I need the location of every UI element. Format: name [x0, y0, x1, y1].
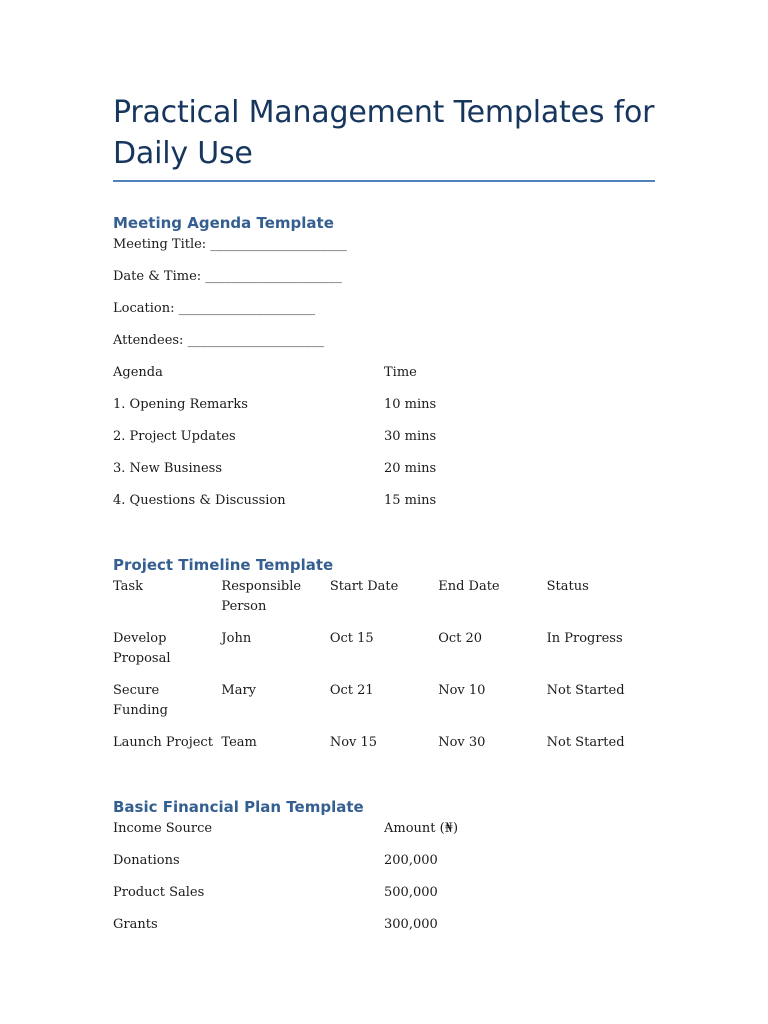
agenda-time: 30 mins: [384, 429, 437, 444]
amount-cell: 500,000: [384, 885, 438, 900]
agenda-time: 10 mins: [384, 397, 437, 412]
attendees-field: Attendees: _____________________: [113, 333, 325, 348]
agenda-item: 1. Opening Remarks: [113, 397, 248, 412]
agenda-section: [113, 213, 655, 511]
task-col-header: Task: [113, 579, 143, 594]
income-source-cell: Grants: [113, 917, 158, 932]
timeline-heading: Project Timeline Template: [113, 556, 334, 574]
status-cell: Not Started: [546, 683, 625, 698]
meeting-title-field: Meeting Title: _____________________: [113, 237, 347, 252]
agenda-time: 15 mins: [384, 493, 437, 508]
task-cell: Secure Funding: [113, 683, 168, 718]
financial-row: [113, 883, 655, 903]
document-title: Practical Management Templates for Daily Use: [113, 95, 655, 171]
start-date-cell: Nov 15: [329, 735, 378, 750]
time-col-header: Time: [384, 365, 417, 380]
responsible-col-header: Responsible Person: [221, 579, 302, 614]
document-page: [113, 92, 655, 947]
start-date-col-header: Start Date: [329, 579, 399, 594]
timeline-row: [113, 629, 655, 669]
income-source-cell: Product Sales: [113, 885, 205, 900]
financial-table-header: [113, 819, 655, 839]
responsible-cell: John: [221, 631, 252, 646]
end-date-cell: Oct 20: [438, 631, 483, 646]
agenda-time: 20 mins: [384, 461, 437, 476]
task-cell: Develop Proposal: [113, 631, 171, 666]
timeline-row: [113, 681, 655, 721]
agenda-item: 4. Questions & Discussion: [113, 493, 286, 508]
timeline-section: [113, 555, 655, 753]
end-date-col-header: End Date: [438, 579, 500, 594]
start-date-cell: Oct 15: [329, 631, 374, 646]
end-date-cell: Nov 10: [438, 683, 486, 698]
status-col-header: Status: [546, 579, 589, 594]
agenda-item: 2. Project Updates: [113, 429, 236, 444]
agenda-row: [113, 459, 655, 479]
agenda-col-header: Agenda: [113, 365, 163, 380]
end-date-cell: Nov 30: [438, 735, 486, 750]
financial-row: [113, 915, 655, 935]
status-cell: Not Started: [546, 735, 625, 750]
agenda-heading: Meeting Agenda Template: [113, 214, 334, 232]
agenda-row: [113, 427, 655, 447]
location-field: Location: _____________________: [113, 301, 316, 316]
financial-heading: Basic Financial Plan Template: [113, 798, 364, 816]
amount-col-header: Amount (₦): [384, 821, 459, 836]
financial-section: [113, 797, 655, 935]
timeline-row: [113, 733, 655, 753]
responsible-cell: Team: [221, 735, 257, 750]
agenda-table-header: [113, 363, 655, 383]
financial-row: [113, 851, 655, 871]
income-source-col-header: Income Source: [113, 821, 213, 836]
amount-cell: 300,000: [384, 917, 438, 932]
start-date-cell: Oct 21: [329, 683, 374, 698]
task-cell: Launch Project: [113, 735, 213, 750]
agenda-row: [113, 395, 655, 415]
income-source-cell: Donations: [113, 853, 180, 868]
title-underline: [113, 180, 655, 182]
agenda-item: 3. New Business: [113, 461, 223, 476]
timeline-table-header: [113, 577, 655, 617]
agenda-row: [113, 491, 655, 511]
responsible-cell: Mary: [221, 683, 257, 698]
date-time-field: Date & Time: _____________________: [113, 269, 342, 284]
amount-cell: 200,000: [384, 853, 438, 868]
status-cell: In Progress: [546, 631, 623, 646]
